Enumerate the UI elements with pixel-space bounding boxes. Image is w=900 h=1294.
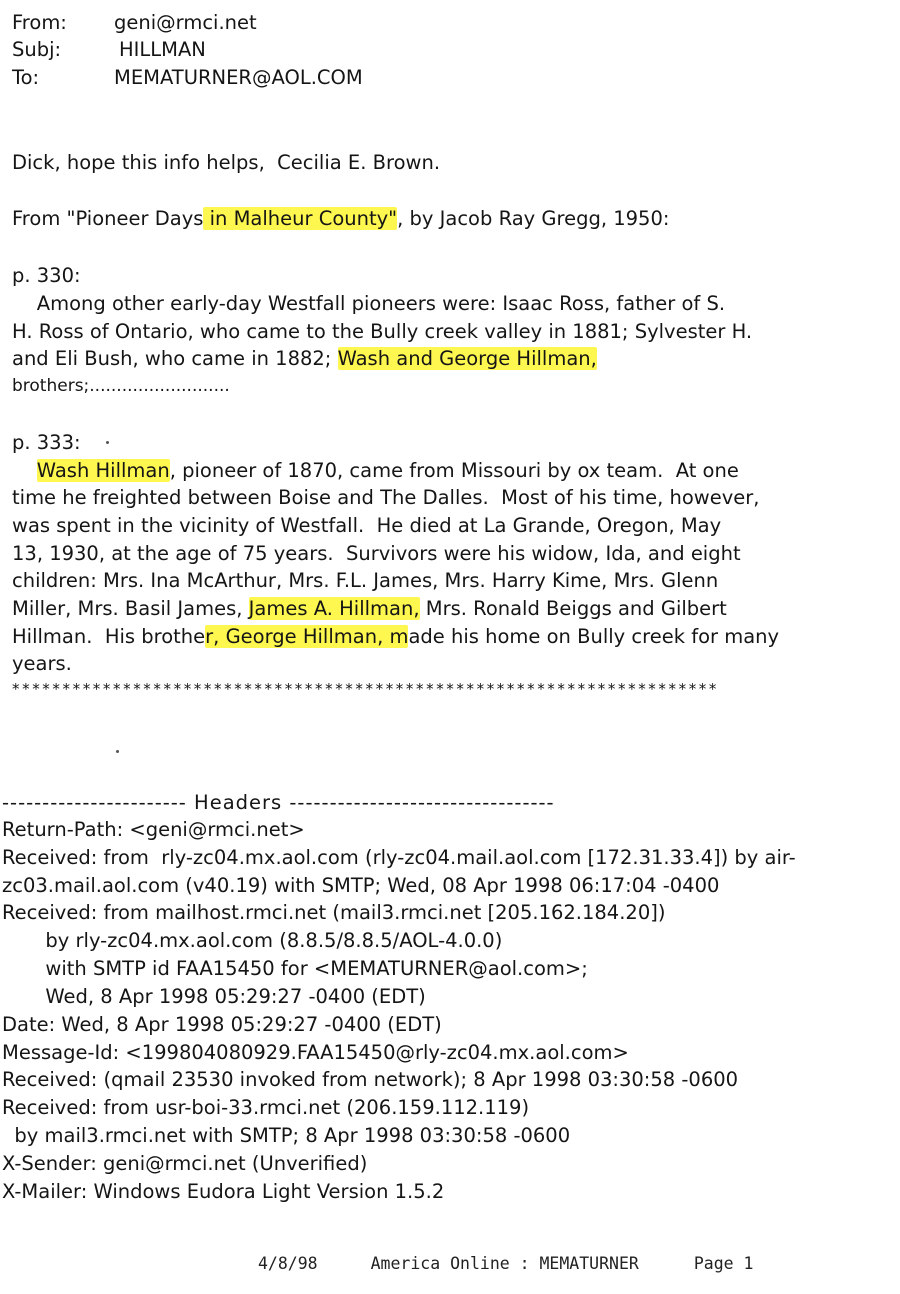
header-line: Received: from mailhost.rmci.net (mail3.rmci.net [205.162.184.20]) <box>2 901 666 924</box>
from-label: From: <box>12 11 67 34</box>
p330-line-text: and Eli Bush, who came in 1882; <box>12 347 338 370</box>
footer-page-number: Page 1 <box>693 1254 754 1273</box>
header-line: Received: (qmail 23530 invoked from network); 8 Apr 1998 03:30:58 -0600 <box>2 1068 739 1091</box>
to-label: To: <box>12 66 40 89</box>
p333-line <box>12 458 739 484</box>
p333-line <box>12 624 779 650</box>
highlight-wash-george: Wash and George Hillman, <box>337 347 597 370</box>
from-value: geni@rmci.net <box>114 11 257 34</box>
p333-line-text: Hillman. His brothe <box>12 625 206 648</box>
footer-date: 4/8/98 <box>258 1254 318 1273</box>
header-line: Return-Path: <geni@rmci.net> <box>2 818 305 841</box>
header-line: Received: from rly-zc04.mx.aol.com (rly-zc04.mail.aol.com [172.31.33.4]) by air- <box>2 846 796 869</box>
p333-line: children: Mrs. Ina McArthur, Mrs. F.L. James, Mrs. Harry Kime, Mrs. Glenn <box>12 569 719 592</box>
page-333-label: p. 333: <box>12 431 81 454</box>
footer-service: America Online : MEMATURNER <box>370 1254 639 1273</box>
p333-line: time he freighted between Boise and The Dalles. Most of his time, however, <box>12 486 760 509</box>
p330-line: Among other early-day Westfall pioneers were: Isaac Ross, father of S. <box>12 292 726 315</box>
page-330-label: p. 330: <box>12 264 81 287</box>
header-line: Date: Wed, 8 Apr 1998 05:29:27 -0400 (EDT) <box>2 1013 442 1036</box>
speck-mark <box>106 441 109 444</box>
header-line: by rly-zc04.mx.aol.com (8.8.5/8.8.5/AOL-4.0.0) <box>2 929 503 952</box>
p333-line-text: Mrs. Ronald Beiggs and Gilbert <box>419 597 727 620</box>
header-line: Received: from usr-boi-33.rmci.net (206.159.112.119) <box>2 1096 530 1119</box>
highlight-wash-hillman: Wash Hillman <box>36 459 170 482</box>
source-text-end: , by Jacob Ray Gregg, 1950: <box>397 207 670 230</box>
p333-line-text: , pioneer of 1870, came from Missouri by ox team. At one <box>169 459 739 482</box>
to-row <box>12 65 363 91</box>
highlight-george-hillman: r, George Hillman, m <box>205 625 409 648</box>
header-date-line <box>12 0 483 2</box>
header-line: X-Mailer: Windows Eudora Light Version 1.5.2 <box>2 1180 445 1203</box>
header-line: Wed, 8 Apr 1998 05:29:27 -0400 (EDT) <box>2 985 426 1008</box>
headers-title-line: ----------------------- Headers --------------------------------- <box>2 791 555 814</box>
header-line: X-Sender: geni@rmci.net (Unverified) <box>2 1152 368 1175</box>
p333-line: years. <box>12 652 72 675</box>
source-text-start: From "Pioneer Days <box>12 207 204 230</box>
p330-line: brothers;.......................... <box>12 376 230 396</box>
asterisk-separator: ********************************************************************** <box>12 680 719 698</box>
header-line: by mail3.rmci.net with SMTP; 8 Apr 1998 03:30:58 -0600 <box>2 1124 571 1147</box>
header-line: Message-Id: <199804080929.FAA15450@rly-zc04.mx.aol.com> <box>2 1041 629 1064</box>
p333-line: was spent in the vicinity of Westfall. He died at La Grande, Oregon, May <box>12 514 722 537</box>
p333-line-text: Miller, Mrs. Basil James, <box>12 597 249 620</box>
print-footer <box>258 1254 753 1273</box>
subject-value: HILLMAN <box>119 38 206 61</box>
cropped-date-line <box>0 0 900 8</box>
to-value: MEMATURNER@AOL.COM <box>114 66 363 89</box>
p330-line: H. Ross of Ontario, who came to the Bully creek valley in 1881; Sylvester H. <box>12 320 753 343</box>
highlight-source-title: in Malheur County" <box>203 207 398 230</box>
subject-row <box>12 37 206 63</box>
p333-line: 13, 1930, at the age of 75 years. Survivors were his widow, Ida, and eight <box>12 542 741 565</box>
source-citation <box>12 206 669 232</box>
header-line: zc03.mail.aol.com (v40.19) with SMTP; Wed, 08 Apr 1998 06:17:04 -0400 <box>2 874 720 897</box>
p330-line <box>12 346 597 372</box>
subject-label: Subj: <box>12 38 62 61</box>
header-line: with SMTP id FAA15450 for <MEMATURNER@aol.com>; <box>2 957 588 980</box>
p333-line-text: ade his home on Bully creek for many <box>408 625 780 648</box>
highlight-james-hillman: James A. Hillman, <box>248 597 420 620</box>
greeting-line: Dick, hope this info helps, Cecilia E. Brown. <box>12 151 441 174</box>
from-row <box>12 10 257 36</box>
speck-mark <box>116 750 119 753</box>
p333-line <box>12 596 727 622</box>
